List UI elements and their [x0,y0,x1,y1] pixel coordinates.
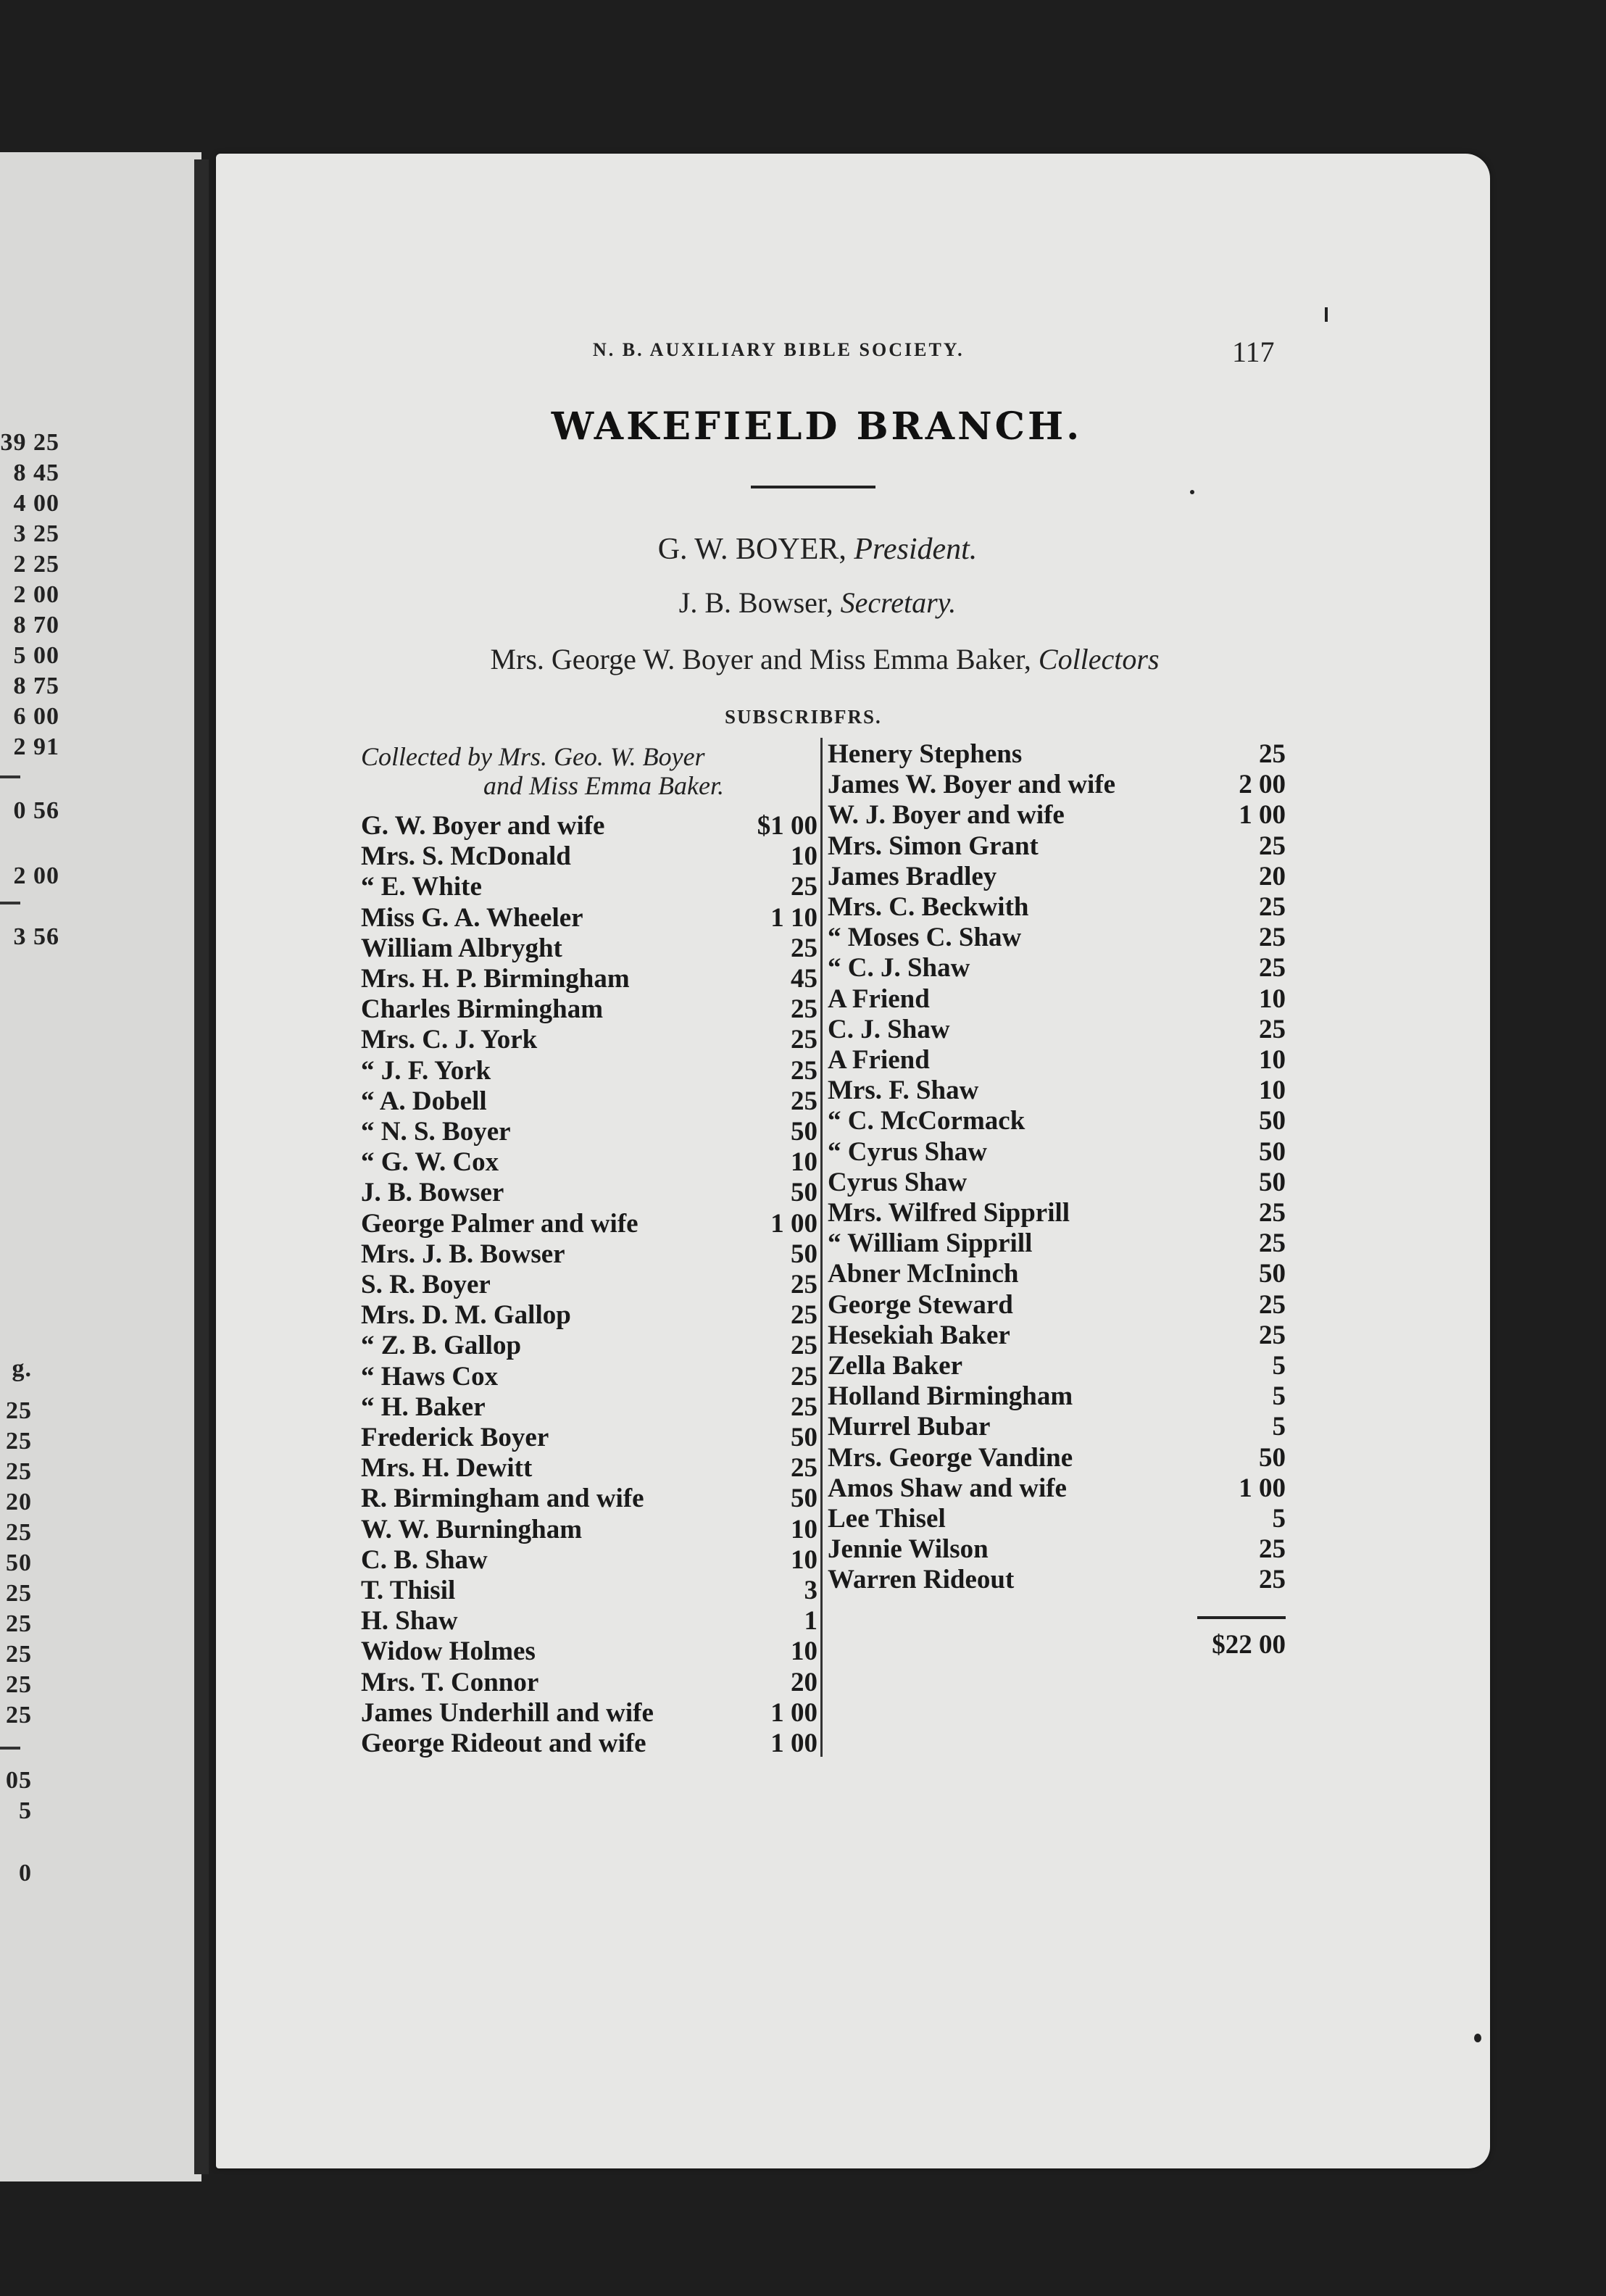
subscriber-name: Warren Rideout [828,1565,1015,1595]
subscriber-amount: 50 [1259,1442,1286,1473]
previous-page-fragment: 2 25 [13,551,59,578]
subscriber-amount: 10 [791,1636,817,1667]
subscriber-row [361,1606,817,1636]
subscriber-amount: 50 [1259,1136,1286,1167]
subscriber-row [828,831,1286,862]
previous-page-fragment: 25 [6,1397,32,1424]
subscriber-amount: 50 [791,1423,817,1452]
subscriber-amount: 10 [1259,983,1286,1014]
subscriber-amount: 5 [1272,1351,1286,1381]
subscriber-amount: 25 [791,933,817,963]
subscriber-row [361,964,817,994]
subscriber-amount: 25 [791,1300,817,1331]
subscriber-name: “ N. S. Boyer [361,1117,511,1147]
speck [1190,490,1194,494]
collector-note-line2: and Miss Emma Baker. [483,771,724,800]
subscriber-row [361,1668,817,1698]
previous-page-fragment: 4 00 [13,490,59,517]
subscriber-row [828,800,1286,831]
subscriber-name: Mrs. T. Connor [361,1667,539,1697]
subscriber-row [361,1545,817,1576]
subscriber-row [361,1423,817,1453]
subscriber-row [361,1117,817,1147]
subscriber-amount: 1 00 [770,1208,817,1239]
subscriber-amount: 1 00 [1239,1473,1286,1503]
previous-page-fragment: 5 [19,1797,32,1824]
page-number: 117 [1232,336,1275,368]
subscriber-amount: 45 [791,964,817,994]
subscriber-row [361,1331,817,1361]
subscriber-name: Mrs. H. P. Birmingham [361,964,630,994]
subscriber-row [828,1473,1286,1504]
subscriber-amount: 20 [791,1667,817,1697]
previous-page-fragment: 8 70 [13,612,59,639]
subscriber-row [828,1259,1286,1289]
previous-page-fragment: 3 25 [13,520,59,547]
previous-page-fragment: 25 [6,1610,32,1637]
subscriber-name: H. Shaw [361,1606,458,1636]
subscriber-row [361,872,817,902]
subscriber-amount: 25 [1259,1289,1286,1320]
subscribers-heading: SUBSCRIBFRS. [725,706,882,728]
subscriber-name: Mrs. S. McDonald [361,841,571,872]
subscriber-name: C. J. Shaw [828,1014,950,1044]
subscriber-row [361,1392,817,1423]
subscriber-row [361,1147,817,1178]
subscriber-name: Jennie Wilson [828,1534,989,1565]
total-amount: $22 00 [1212,1630,1286,1660]
subscriber-name: Charles Birmingham [361,994,604,1025]
subscriber-name: W. W. Burningham [361,1514,583,1544]
previous-page-fragment: 25 [6,1671,32,1698]
subscriber-name: Zella Baker [828,1351,963,1381]
previous-page-fragment: 25 [6,1702,32,1729]
subscriber-amount: 10 [791,841,817,872]
book-gutter [194,159,209,2174]
subscriber-row [828,862,1286,892]
previous-page-fragment: 25 [6,1519,32,1546]
subscriber-amount: 10 [791,1147,817,1178]
subscriber-name: “ William Sipprill [828,1228,1033,1259]
president-name: G. W. BOYER, [657,533,846,566]
subscriber-row [361,1178,817,1208]
subscriber-amount: 1 00 [1239,800,1286,831]
subscriber-amount: 50 [791,1484,817,1514]
previous-page-fragment: 6 00 [13,703,59,730]
previous-page-rule [0,775,20,778]
subscriber-row [828,1106,1286,1136]
subscriber-row [828,1290,1286,1320]
subscriber-amount: 1 [804,1606,817,1636]
subscriber-row [361,1300,817,1331]
subscriber-name: “ H. Baker [361,1392,486,1422]
subscriber-name: James W. Boyer and wife [828,770,1116,800]
subscriber-name: Miss G. A. Wheeler [361,902,583,933]
subscriber-row [828,1504,1286,1534]
subscriber-name: T. Thisil [361,1576,456,1605]
secretary-role: Secretary. [840,586,957,619]
subscriber-name: Henery Stephens [828,739,1023,769]
subscriber-name: “ Z. B. Gallop [361,1331,522,1361]
subscriber-row [361,1239,817,1270]
subscriber-row [361,1025,817,1055]
speck [1325,307,1328,322]
subscriber-name: Mrs. George Vandine [828,1442,1073,1473]
previous-page-fragment: 8 75 [13,673,59,699]
previous-page-fragment: 3 56 [13,923,59,950]
subscriber-amount: 50 [791,1178,817,1208]
subscriber-row [828,1381,1286,1412]
collectors-names: Mrs. George W. Boyer and Miss Emma Baker, [490,643,1031,675]
subscriber-amount: 1 10 [770,902,817,933]
subscriber-amount: 5 [1272,1381,1286,1412]
subscriber-amount: 1 00 [770,1697,817,1728]
subscriber-row [828,923,1286,953]
subscriber-name: R. Birmingham and wife [361,1484,644,1514]
subscriber-row [361,933,817,964]
subscriber-amount: 25 [791,1055,817,1086]
subscriber-row [361,841,817,872]
previous-page-fragment: 39 25 [0,429,59,456]
previous-page-fragment: 20 [6,1489,32,1515]
previous-page-fragment: 5 00 [13,642,59,669]
subscriber-row [828,1168,1286,1198]
subscriber-row [828,1015,1286,1045]
subscriber-row [361,1209,817,1239]
subscriber-row [828,739,1286,770]
previous-page-fragment: 25 [6,1458,32,1485]
subscriber-name: George Rideout and wife [361,1729,646,1758]
subscriber-row [361,1453,817,1484]
subscriber-name: “ G. W. Cox [361,1147,499,1178]
subscriber-row [828,984,1286,1015]
subscriber-name: Holland Birmingham [828,1381,1073,1412]
subscriber-name: Hesekiah Baker [828,1320,1010,1350]
subscriber-row [828,1351,1286,1381]
subscriber-amount: 50 [791,1239,817,1269]
subscriber-amount: 25 [791,994,817,1025]
previous-page-fragment: 25 [6,1641,32,1668]
subscriber-row [361,811,817,841]
subscriber-name: Widow Holmes [361,1636,536,1667]
subscriber-name: Frederick Boyer [361,1423,549,1452]
subscriber-name: “ J. F. York [361,1055,491,1086]
subscriber-row [828,1534,1286,1565]
subscriber-amount: 25 [791,1025,817,1055]
subscriber-name: A Friend [828,1045,930,1075]
subscriber-row [828,1076,1286,1106]
column-divider [820,738,823,1757]
subscriber-amount: 25 [791,1453,817,1484]
subscriber-amount: 25 [1259,1198,1286,1228]
subscriber-name: Amos Shaw and wife [828,1473,1067,1503]
previous-page-rule [0,1747,20,1750]
subscriber-name: James Underhill and wife [361,1697,654,1728]
subscriber-row [361,1056,817,1086]
previous-page-rule [0,902,20,904]
subscriber-name: “ A. Dobell [361,1086,487,1116]
subscriber-row [361,1698,817,1729]
subscriber-row [361,1576,817,1606]
subscriber-name: “ C. J. Shaw [828,953,970,983]
subscriber-name: “ C. McCormack [828,1106,1025,1136]
subscriber-name: “ Moses C. Shaw [828,923,1022,953]
subscriber-name: Lee Thisel [828,1504,946,1534]
subscriber-name: James Bradley [828,861,997,891]
subscriber-name: Mrs. F. Shaw [828,1076,979,1106]
previous-page-fragment: 2 00 [13,862,59,889]
subscriber-name: J. B. Bowser [361,1178,504,1208]
subscriber-amount: 10 [791,1544,817,1575]
subscriber-amount: 25 [791,1392,817,1422]
subscriber-amount: 25 [1259,1565,1286,1595]
subscriber-amount: 10 [791,1514,817,1544]
subscriber-row [361,1484,817,1514]
subscriber-row [828,1198,1286,1228]
total-rule [1197,1616,1286,1619]
subscriber-amount: 50 [1259,1106,1286,1136]
subscriber-amount: 25 [1259,1228,1286,1259]
subscriber-name: G. W. Boyer and wife [361,811,605,841]
collectors-line [0,642,1606,676]
president-line [0,532,1606,567]
president-role: President. [854,533,978,566]
subscriber-name: Cyrus Shaw [828,1167,968,1197]
subscriber-amount: 25 [1259,1014,1286,1044]
subscriber-amount: 25 [1259,831,1286,861]
subscriber-name: Mrs. C. J. York [361,1025,538,1055]
previous-page-fragment: 25 [6,1428,32,1455]
subscriber-amount: 25 [791,1086,817,1116]
subscriber-row [828,1412,1286,1442]
branch-title: WAKEFIELD BRANCH. [551,404,1083,449]
subscriber-amount: 25 [791,1270,817,1299]
subscriber-amount: 10 [1259,1045,1286,1075]
subscriber-amount: 2 00 [1239,770,1286,800]
subscriber-amount: 1 00 [770,1729,817,1758]
subscriber-amount: 20 [1259,861,1286,891]
subscriber-row [828,953,1286,983]
subscriber-name: George Palmer and wife [361,1208,638,1239]
subscriber-row [828,892,1286,923]
previous-page-fragment: 25 [6,1580,32,1607]
subscriber-amount: 25 [1259,1534,1286,1565]
secretary-name: J. B. Bowser, [678,586,833,619]
subscriber-row [361,1270,817,1300]
collector-note-line1: Collected by Mrs. Geo. W. Boyer [361,742,705,771]
subscriber-amount: 5 [1272,1504,1286,1534]
subscriber-amount: 50 [791,1117,817,1147]
subscriber-name: A Friend [828,983,930,1014]
subscriber-amount: 25 [1259,1320,1286,1350]
subscriber-name: W. J. Boyer and wife [828,800,1065,831]
subscriber-row [828,1228,1286,1259]
previous-page-fragment: 2 91 [13,733,59,760]
subscriber-row [828,1565,1286,1595]
subscriber-row [361,1086,817,1117]
running-head: N. B. AUXILIARY BIBLE SOCIETY. [593,339,965,360]
subscriber-row [361,903,817,933]
subscriber-name: Mrs. Wilfred Sipprill [828,1198,1070,1228]
subscriber-name: Mrs. J. B. Bowser [361,1239,565,1269]
subscriber-amount: 50 [1259,1167,1286,1197]
subscriber-name: George Steward [828,1289,1013,1320]
subscriber-amount: 25 [1259,739,1286,769]
subscriber-row [361,1729,817,1759]
subscriber-name: William Albryght [361,933,562,963]
subscriber-row [361,1362,817,1392]
collectors-role: Collectors [1038,643,1160,675]
subscriber-row [828,1137,1286,1168]
subscriber-amount: 25 [791,1331,817,1361]
previous-page-fragment: 0 56 [13,797,59,824]
subscriber-amount: 25 [791,872,817,902]
subscriber-row [361,994,817,1025]
subscriber-name: Abner McIninch [828,1259,1019,1289]
previous-page-fragment: 0 [19,1860,32,1887]
subscriber-row [828,770,1286,800]
previous-page-fragment: 05 [6,1767,32,1794]
subscriber-name: Mrs. D. M. Gallop [361,1300,571,1331]
speck [1474,2034,1481,2042]
subscriber-amount: 25 [1259,953,1286,983]
subscriber-amount: 3 [804,1576,817,1605]
subscriber-row [828,1443,1286,1473]
subscriber-amount: 10 [1259,1076,1286,1106]
subscriber-name: Mrs. Simon Grant [828,831,1039,861]
previous-page-fragment: 8 45 [13,459,59,486]
subscriber-row [828,1045,1286,1076]
subscriber-name: Mrs. H. Dewitt [361,1453,533,1484]
subscriber-amount: $1 00 [757,811,817,841]
subscriber-row [361,1515,817,1545]
previous-page-fragment: g. [12,1355,32,1382]
subscriber-amount: 25 [1259,923,1286,953]
subscriber-amount: 25 [1259,892,1286,922]
subscriber-name: Mrs. C. Beckwith [828,892,1029,922]
title-rule [751,486,875,488]
secretary-line [0,586,1606,620]
subscriber-row [361,1636,817,1667]
subscriber-amount: 50 [1259,1259,1286,1289]
subscriber-name: Murrel Bubar [828,1412,991,1442]
subscriber-name: “ Haws Cox [361,1361,499,1392]
subscriber-name: “ E. White [361,872,482,902]
subscriber-name: “ Cyrus Shaw [828,1136,987,1167]
subscriber-amount: 25 [791,1361,817,1392]
previous-page-fragment: 2 00 [13,581,59,608]
subscriber-name: S. R. Boyer [361,1270,491,1299]
subscriber-row [828,1320,1286,1351]
previous-page-fragment: 50 [6,1550,32,1576]
subscriber-name: C. B. Shaw [361,1544,488,1575]
subscriber-amount: 5 [1272,1412,1286,1442]
